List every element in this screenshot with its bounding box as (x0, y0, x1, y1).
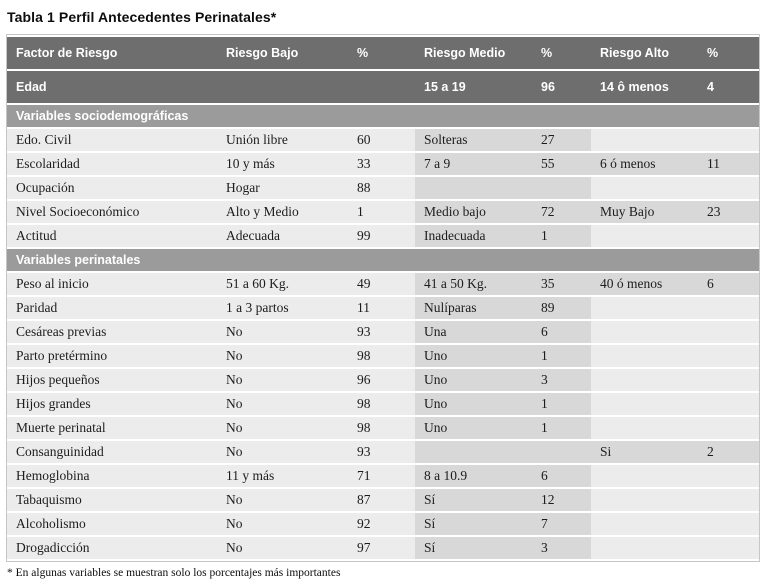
cell-alto-pct (698, 537, 759, 559)
cell-factor: Hijos grandes (7, 393, 217, 415)
cell-bajo: No (217, 537, 348, 559)
cell-alto-pct (698, 129, 759, 151)
cell-alto-pct (698, 465, 759, 487)
cell-bajo-pct: 87 (348, 489, 415, 511)
cell-bajo: 10 y más (217, 153, 348, 175)
cell-bajo-pct: 93 (348, 321, 415, 343)
section-row (7, 105, 759, 127)
cell-factor: Cesáreas previas (7, 321, 217, 343)
cell-medio (415, 177, 532, 199)
table-row (7, 465, 759, 487)
cell-alto-pct (698, 489, 759, 511)
cell-alto-pct (698, 177, 759, 199)
cell-factor: Parto pretérmino (7, 345, 217, 367)
table-row (7, 225, 759, 247)
cell-factor: Drogadicción (7, 537, 217, 559)
cell-medio: Una (415, 321, 532, 343)
cell-bajo: Unión libre (217, 129, 348, 151)
cell-factor: Edad (7, 71, 217, 103)
cell-bajo-pct: 49 (348, 273, 415, 295)
cell-medio-pct (532, 441, 591, 463)
cell-bajo-pct: 88 (348, 177, 415, 199)
cell-medio: Solteras (415, 129, 532, 151)
cell-factor: Paridad (7, 297, 217, 319)
cell-bajo: Alto y Medio (217, 201, 348, 223)
cell-medio: Sí (415, 513, 532, 535)
cell-factor: Ocupación (7, 177, 217, 199)
cell-medio-pct: 3 (532, 537, 591, 559)
cell-bajo: No (217, 417, 348, 439)
cell-bajo-pct: 98 (348, 345, 415, 367)
cell-bajo: No (217, 345, 348, 367)
cell-alto-pct: 4 (698, 71, 759, 103)
cell-medio: Nulíparas (415, 297, 532, 319)
cell-medio-pct: 6 (532, 465, 591, 487)
cell-factor: Consanguinidad (7, 441, 217, 463)
cell-bajo (217, 71, 348, 103)
cell-medio-pct: 12 (532, 489, 591, 511)
cell-bajo-pct: 92 (348, 513, 415, 535)
cell-bajo-pct (348, 71, 415, 103)
cell-factor: Edo. Civil (7, 129, 217, 151)
cell-bajo: 51 a 60 Kg. (217, 273, 348, 295)
cell-bajo: No (217, 441, 348, 463)
cell-bajo-pct: 98 (348, 417, 415, 439)
cell-medio-pct: 1 (532, 393, 591, 415)
cell-medio-pct: 1 (532, 345, 591, 367)
section-row (7, 249, 759, 271)
cell-bajo: Hogar (217, 177, 348, 199)
table-title: Tabla 1 Perfil Antecedentes Perinatales* (7, 9, 277, 25)
cell-bajo: No (217, 393, 348, 415)
cell-factor: Hemoglobina (7, 465, 217, 487)
cell-medio: Uno (415, 393, 532, 415)
cell-bajo: No (217, 489, 348, 511)
cell-bajo-pct: 71 (348, 465, 415, 487)
cell-alto (591, 537, 698, 559)
cell-alto (591, 417, 698, 439)
risk-factor-table-wrap (6, 34, 760, 562)
cell-alto-pct: 2 (698, 441, 759, 463)
cell-bajo-pct: 97 (348, 537, 415, 559)
cell-alto-pct (698, 345, 759, 367)
table-row (7, 393, 759, 415)
cell-alto-pct (698, 321, 759, 343)
table-row (7, 369, 759, 391)
table-row (7, 321, 759, 343)
cell-alto (591, 465, 698, 487)
column-header-pct-bajo: % (348, 37, 415, 69)
cell-factor: Nivel Socioeconómico (7, 201, 217, 223)
cell-bajo-pct: 93 (348, 441, 415, 463)
cell-factor: Peso al inicio (7, 273, 217, 295)
cell-alto (591, 513, 698, 535)
cell-medio: Sí (415, 489, 532, 511)
cell-bajo-pct: 99 (348, 225, 415, 247)
cell-alto (591, 393, 698, 415)
section-label: Variables perinatales (7, 249, 759, 271)
cell-alto-pct (698, 393, 759, 415)
cell-alto (591, 489, 698, 511)
cell-alto-pct: 23 (698, 201, 759, 223)
cell-alto-pct (698, 297, 759, 319)
cell-alto-pct (698, 513, 759, 535)
cell-alto (591, 129, 698, 151)
cell-bajo: No (217, 513, 348, 535)
cell-medio: Inadecuada (415, 225, 532, 247)
cell-bajo: 11 y más (217, 465, 348, 487)
cell-alto-pct: 11 (698, 153, 759, 175)
cell-bajo: No (217, 321, 348, 343)
column-header-factor: Factor de Riesgo (7, 37, 217, 69)
cell-medio: 8 a 10.9 (415, 465, 532, 487)
table-row (7, 513, 759, 535)
cell-factor: Escolaridad (7, 153, 217, 175)
cell-alto: Muy Bajo (591, 201, 698, 223)
cell-bajo-pct: 1 (348, 201, 415, 223)
column-header-riesgo-alto: Riesgo Alto (591, 37, 698, 69)
header-row (7, 37, 759, 69)
edad-row (7, 71, 759, 103)
cell-medio: Uno (415, 345, 532, 367)
column-header-pct-medio: % (532, 37, 591, 69)
cell-alto (591, 297, 698, 319)
cell-bajo: No (217, 369, 348, 391)
cell-alto (591, 345, 698, 367)
table-row (7, 417, 759, 439)
cell-medio-pct: 35 (532, 273, 591, 295)
risk-factor-table (7, 35, 759, 561)
cell-alto: 6 ó menos (591, 153, 698, 175)
cell-alto: 40 ó menos (591, 273, 698, 295)
cell-factor: Alcoholismo (7, 513, 217, 535)
cell-medio: Medio bajo (415, 201, 532, 223)
column-header-riesgo-medio: Riesgo Medio (415, 37, 532, 69)
cell-factor: Actitud (7, 225, 217, 247)
table-row (7, 297, 759, 319)
cell-bajo-pct: 11 (348, 297, 415, 319)
column-header-riesgo-bajo: Riesgo Bajo (217, 37, 348, 69)
table-row (7, 153, 759, 175)
cell-factor: Muerte perinatal (7, 417, 217, 439)
cell-medio: Uno (415, 369, 532, 391)
cell-bajo-pct: 60 (348, 129, 415, 151)
cell-bajo-pct: 96 (348, 369, 415, 391)
cell-bajo: Adecuada (217, 225, 348, 247)
cell-alto (591, 177, 698, 199)
table-row (7, 273, 759, 295)
cell-medio: 7 a 9 (415, 153, 532, 175)
table-row (7, 441, 759, 463)
cell-medio-pct: 1 (532, 417, 591, 439)
cell-alto-pct (698, 225, 759, 247)
cell-alto-pct (698, 417, 759, 439)
cell-alto (591, 225, 698, 247)
cell-medio-pct: 89 (532, 297, 591, 319)
table-footnote: * En algunas variables se muestran solo los porcentajes más importantes (7, 567, 341, 579)
cell-bajo: 1 a 3 partos (217, 297, 348, 319)
cell-alto (591, 321, 698, 343)
cell-alto-pct (698, 369, 759, 391)
cell-medio-pct: 6 (532, 321, 591, 343)
table-row (7, 345, 759, 367)
cell-medio: 41 a 50 Kg. (415, 273, 532, 295)
cell-medio-pct: 55 (532, 153, 591, 175)
cell-factor: Hijos pequeños (7, 369, 217, 391)
cell-medio-pct: 7 (532, 513, 591, 535)
cell-medio-pct: 27 (532, 129, 591, 151)
cell-medio: Sí (415, 537, 532, 559)
cell-alto: 14 ô menos (591, 71, 698, 103)
cell-alto (591, 369, 698, 391)
cell-alto-pct: 6 (698, 273, 759, 295)
cell-bajo-pct: 98 (348, 393, 415, 415)
cell-medio-pct (532, 177, 591, 199)
cell-medio-pct: 72 (532, 201, 591, 223)
cell-medio (415, 441, 532, 463)
cell-factor: Tabaquismo (7, 489, 217, 511)
column-header-pct-alto: % (698, 37, 759, 69)
cell-bajo-pct: 33 (348, 153, 415, 175)
table-row (7, 129, 759, 151)
table-row (7, 177, 759, 199)
section-label: Variables sociodemográficas (7, 105, 759, 127)
table-row (7, 489, 759, 511)
cell-medio-pct: 1 (532, 225, 591, 247)
table-row (7, 201, 759, 223)
cell-alto: Si (591, 441, 698, 463)
cell-medio-pct: 3 (532, 369, 591, 391)
cell-medio: Uno (415, 417, 532, 439)
cell-medio-pct: 96 (532, 71, 591, 103)
cell-medio: 15 a 19 (415, 71, 532, 103)
table-row (7, 537, 759, 559)
